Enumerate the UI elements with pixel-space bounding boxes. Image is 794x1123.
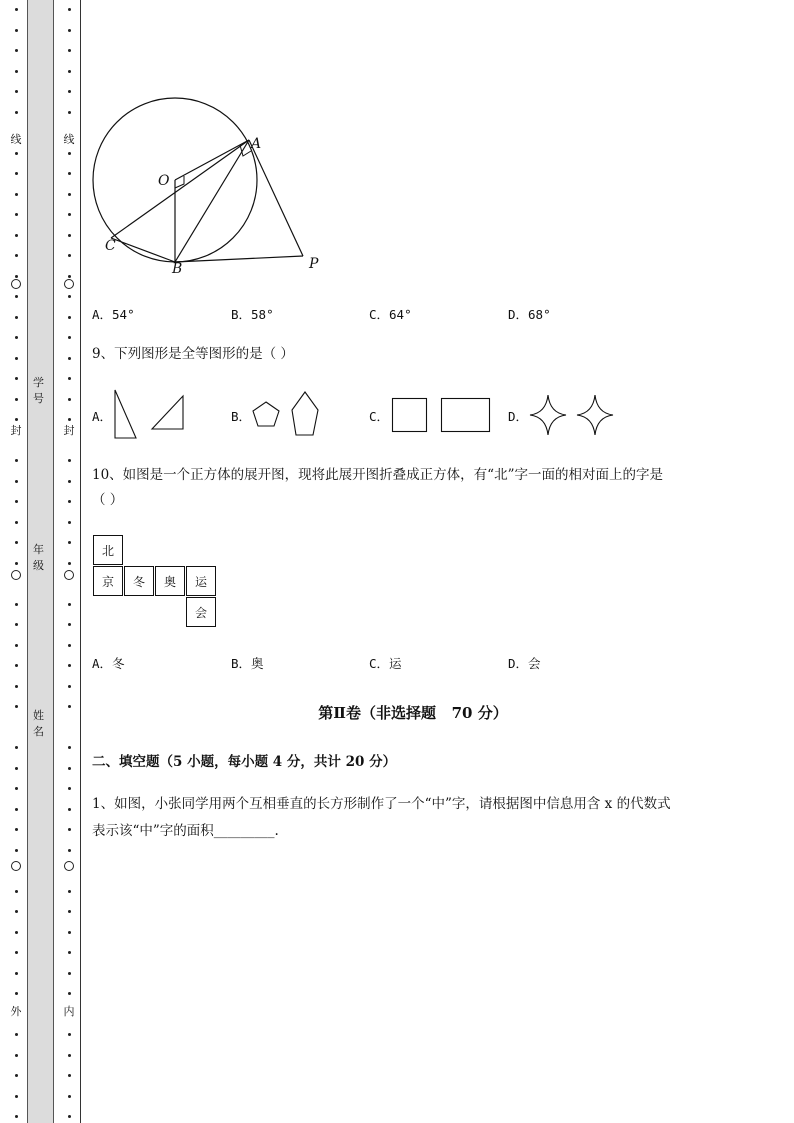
binding-dot <box>68 972 71 975</box>
binding-dot <box>15 972 18 975</box>
binding-dot <box>15 808 18 811</box>
q8-label-B: B <box>172 261 183 277</box>
binding-dot <box>15 828 18 831</box>
binding-dot <box>15 316 18 319</box>
binding-dot <box>68 336 71 339</box>
binding-dot <box>68 603 71 606</box>
binding-dot <box>68 377 71 380</box>
binding-dot <box>68 172 71 175</box>
q8-line-CB <box>111 238 175 262</box>
net-cell-bottom: 会 <box>186 597 216 627</box>
binding-dot <box>15 541 18 544</box>
q9-option-a-triangles <box>110 386 190 442</box>
inner-line-char: 线 <box>63 133 75 146</box>
binding-dot <box>15 1074 18 1077</box>
binding-dot <box>15 29 18 32</box>
binding-dot <box>68 521 71 524</box>
binding-dot <box>68 910 71 913</box>
q8-label-C: C <box>105 238 116 254</box>
net-cell-row-4: 运 <box>186 566 216 596</box>
binding-dot <box>68 1033 71 1036</box>
q9-option-d-letter: D． <box>508 409 529 424</box>
binding-border-line <box>80 0 81 1123</box>
q8-line-BP <box>175 256 303 262</box>
q8-label-O: O <box>158 173 170 189</box>
binding-dot <box>15 992 18 995</box>
binding-dot <box>15 70 18 73</box>
q10-option-d: D．会 <box>508 656 541 671</box>
binding-dot <box>68 29 71 32</box>
binding-dot <box>68 500 71 503</box>
q8-circle-figure <box>85 90 335 285</box>
section-2-title: 第Ⅱ卷（非选择题 70 分） <box>318 704 508 722</box>
binding-dot <box>15 644 18 647</box>
q9-option-d-stars <box>528 393 618 437</box>
binding-dot <box>15 562 18 565</box>
binding-dot <box>68 951 71 954</box>
binding-dot <box>15 931 18 934</box>
binding-dot <box>68 316 71 319</box>
binding-circle <box>64 570 74 580</box>
binding-dot <box>15 1095 18 1098</box>
binding-dot <box>15 111 18 114</box>
binding-dot <box>15 1054 18 1057</box>
q10-text-line2: （ ） <box>92 492 124 508</box>
q8-option-c: C．64° <box>369 307 412 322</box>
fill1-text-line1: 1、如图，小张同学用两个互相垂直的长方形制作了一个“中”字，请根据图中信息用含 x 的代数式 <box>92 796 671 812</box>
binding-dot <box>68 562 71 565</box>
binding-dot <box>15 377 18 380</box>
q8-option-a: A．54° <box>92 307 135 322</box>
binding-dot <box>68 1074 71 1077</box>
binding-dot <box>68 111 71 114</box>
binding-dot <box>15 254 18 257</box>
binding-dot <box>15 8 18 11</box>
binding-dot <box>68 849 71 852</box>
binding-dot <box>68 234 71 237</box>
binding-dot <box>68 890 71 893</box>
net-cell-top: 北 <box>93 535 123 565</box>
binding-dot <box>68 213 71 216</box>
binding-dot <box>15 295 18 298</box>
binding-dot <box>68 70 71 73</box>
binding-dot <box>15 459 18 462</box>
binding-dot <box>15 234 18 237</box>
q8-label-P: P <box>309 256 319 272</box>
net-cell-row-1: 京 <box>93 566 123 596</box>
student-id-field: 学号 <box>33 376 44 405</box>
fill1-text-line2: 表示该“中”字的面积_________. <box>92 823 279 839</box>
binding-dot <box>15 685 18 688</box>
binding-dot <box>68 49 71 52</box>
binding-dot <box>15 767 18 770</box>
binding-dot <box>15 480 18 483</box>
outer-outside-char: 外 <box>10 1005 22 1018</box>
binding-dot <box>15 603 18 606</box>
binding-dot <box>15 418 18 421</box>
q10-text-line1: 10、如图是一个正方体的展开图，现将此展开图折叠成正方体，有“北”字一面的相对面上的字是 <box>92 467 663 483</box>
binding-dot <box>15 910 18 913</box>
binding-circle <box>11 861 21 871</box>
binding-dot <box>15 521 18 524</box>
outer-seal-char: 封 <box>10 424 22 437</box>
binding-dot <box>15 500 18 503</box>
q8-line-OA <box>175 140 249 180</box>
q8-label-A: A <box>251 136 262 152</box>
binding-dot <box>68 767 71 770</box>
binding-dot <box>68 8 71 11</box>
q9-option-b-pentagons <box>250 390 325 440</box>
binding-dot <box>68 1095 71 1098</box>
binding-dot <box>15 90 18 93</box>
outer-line-char: 线 <box>10 133 22 146</box>
binding-dot <box>15 357 18 360</box>
binding-dot <box>15 787 18 790</box>
inner-seal-char: 封 <box>63 424 75 437</box>
q9-option-c-rectangles <box>390 396 495 434</box>
binding-dot <box>68 623 71 626</box>
binding-dot <box>68 787 71 790</box>
binding-dot <box>15 623 18 626</box>
binding-dot <box>68 152 71 155</box>
binding-dot <box>15 746 18 749</box>
binding-dot <box>68 685 71 688</box>
binding-dot <box>68 459 71 462</box>
binding-dot <box>68 418 71 421</box>
binding-dot <box>15 49 18 52</box>
binding-dot <box>15 890 18 893</box>
q10-option-b: B．奥 <box>231 656 264 671</box>
binding-dot <box>68 541 71 544</box>
binding-dot <box>15 213 18 216</box>
q8-option-b: B．58° <box>231 307 274 322</box>
binding-dot <box>68 992 71 995</box>
q9-text: 9、下列图形是全等图形的是（ ） <box>92 346 294 362</box>
inner-inside-char: 内 <box>63 1005 75 1018</box>
binding-dot <box>68 90 71 93</box>
section-2-heading: 二、填空题（5 小题，每小题 4 分，共计 20 分） <box>92 754 397 770</box>
q9-option-a-letter: A． <box>92 409 113 424</box>
binding-circle <box>11 570 21 580</box>
binding-dot <box>68 357 71 360</box>
binding-dot <box>15 172 18 175</box>
binding-dot <box>15 336 18 339</box>
q10-option-c: C．运 <box>369 656 402 671</box>
binding-dot <box>68 1054 71 1057</box>
q9-option-c-letter: C． <box>369 409 390 424</box>
binding-dot <box>15 275 18 278</box>
binding-dot <box>68 644 71 647</box>
binding-dot <box>15 1033 18 1036</box>
binding-dot <box>68 828 71 831</box>
grade-field: 年级 <box>33 543 44 572</box>
q8-line-AP <box>249 140 303 256</box>
binding-dot <box>68 193 71 196</box>
binding-dot <box>68 295 71 298</box>
q9-option-b-letter: B． <box>231 409 252 424</box>
binding-dot <box>15 152 18 155</box>
q8-option-d: D．68° <box>508 307 551 322</box>
binding-dot <box>15 849 18 852</box>
binding-dot <box>68 398 71 401</box>
binding-dot <box>15 193 18 196</box>
binding-dot <box>68 746 71 749</box>
binding-circle <box>11 279 21 289</box>
net-cell-row-3: 奥 <box>155 566 185 596</box>
name-field: 姓名 <box>33 709 44 738</box>
binding-dot <box>68 254 71 257</box>
binding-dot <box>68 664 71 667</box>
binding-dot <box>15 1115 18 1118</box>
binding-circle <box>64 861 74 871</box>
binding-dot <box>15 951 18 954</box>
binding-dot <box>68 808 71 811</box>
q10-option-a: A．冬 <box>92 656 125 671</box>
binding-dot <box>68 1115 71 1118</box>
binding-dot <box>68 480 71 483</box>
binding-dot <box>68 931 71 934</box>
binding-circle <box>64 279 74 289</box>
net-cell-row-2: 冬 <box>124 566 154 596</box>
binding-dot <box>15 398 18 401</box>
q8-line-AB <box>175 140 249 262</box>
q8-line-CA <box>111 140 249 238</box>
binding-dot <box>15 664 18 667</box>
binding-dot <box>68 275 71 278</box>
